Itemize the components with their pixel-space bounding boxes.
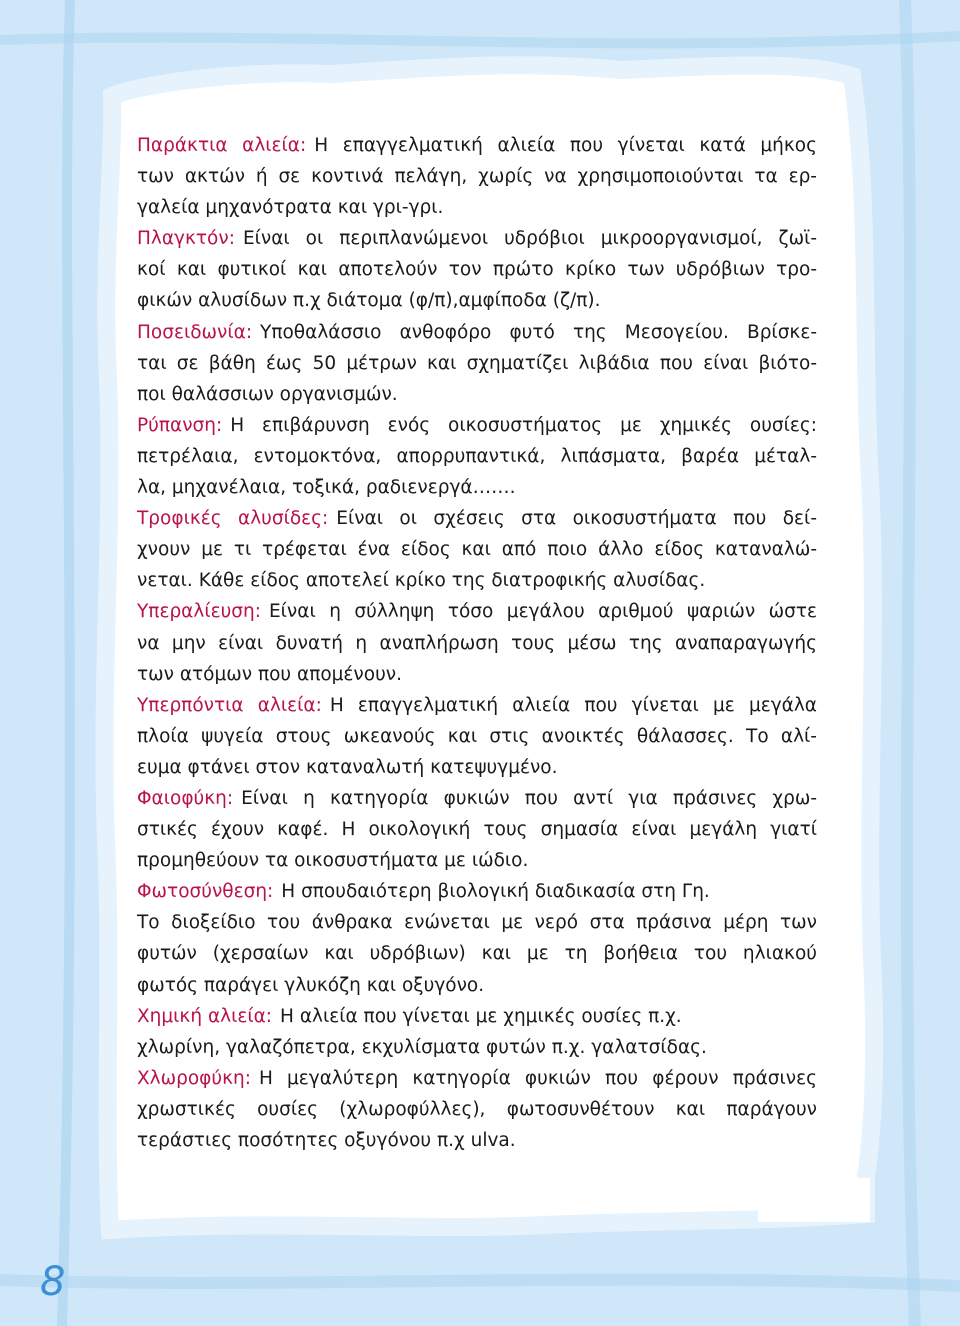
glossary-term: Υπερπόντια αλιεία: [137,694,322,716]
glossary-line [137,690,817,721]
glossary-line [137,1001,817,1032]
glossary-term: Χλωροφύκη: [137,1067,251,1089]
glossary-line: φικών αλυσίδων π.χ διάτομα (φ/π),αμφίποδα (ζ/π). [137,290,601,312]
glossary-text: Η αλιεία που γίνεται με χημικές ουσίες π.χ. [280,1005,682,1027]
frame-streak-bottom [0,1280,960,1286]
glossary-line: στικές έχουν καφέ. Η οικολογική τους σημασία είναι μεγάλη γιατί [137,819,817,841]
glossary-line: των ατόμων που απομένουν. [137,663,403,685]
glossary-term: Παράκτια αλιεία: [137,135,307,156]
glossary-line: χλωρίνη, γαλαζόπετρα, εκχυλίσματα φυτών π.χ. γαλατσίδας. [137,1036,707,1058]
glossary [137,130,817,1156]
glossary-text: Η σπουδαιότερη βιολογική διαδικασία στη Γη. [281,881,710,903]
glossary-line: χνουν με τι τρέφεται ένα είδος και από ποιο άλλο είδος καταναλώ- [137,539,817,561]
glossary-line [137,876,817,907]
glossary-text: Υποθαλάσσιο ανθοφόρο φυτό της Μεσογείου. Βρίσκε- [260,321,817,343]
glossary-term: Πλαγκτόν: [137,228,235,250]
glossary-text: Είναι η σύλληψη τόσο μεγάλου αριθμού ψαριών ώστε [268,601,817,623]
white-notch [758,1178,870,1222]
glossary-line [137,130,817,161]
glossary-line: φυτών (χερσαίων και υδρόβιων) και με τη βοήθεια του ηλιακού [137,943,817,965]
glossary-line: προμηθεύουν τα οικοσυστήματα με ιώδιο. [137,850,529,872]
glossary-line [137,596,817,627]
glossary-text: Η επαγγελματική αλιεία που γίνεται με μεγάλα [329,694,817,716]
glossary-line [137,317,817,348]
glossary-line: γαλεία μηχανότρατα και γρι-γρι. [137,197,444,219]
glossary-line: ται σε βάθη έως 50 μέτρων και σχηματίζει λιβάδια που είναι βιότο- [137,352,817,374]
glossary-line: ευμα φτάνει στον καταναλωτή κατεψυγμένο. [137,756,558,778]
glossary-term: Τροφικές αλυσίδες: [137,508,329,530]
glossary-term: Χημική αλιεία: [137,1005,273,1027]
glossary-line [137,783,817,814]
glossary-text: Η επιβάρυνση ενός οικοσυστήματος με χημικές ουσίες: [230,414,817,436]
glossary-term: Ρύπανση: [137,414,223,436]
glossary-line: φωτός παράγει γλυκόζη και οξυγόνο. [137,974,485,996]
glossary-text: Η επαγγελματική αλιεία που γίνεται κατά μήκος [314,135,817,156]
glossary-line: ποι θαλάσσιων οργανισμών. [137,383,398,405]
glossary-text: Είναι οι περιπλανώμενοι υδρόβιοι μικροοργανισμοί, ζωϊ- [242,228,817,250]
glossary-term: Φαιοφύκη: [137,787,234,809]
glossary-line: να μην είναι δυνατή η αναπλήρωση τους μέσω της αναπαραγωγής [137,632,817,654]
glossary-line: χρωστικές ουσίες (χλωροφύλλες), φωτοσυνθέτουν και παράγουν [137,1098,817,1120]
glossary-text: Είναι η κατηγορία φυκιών που αντί για πράσινες χρω- [241,787,817,809]
glossary-term: Ποσειδωνία: [137,321,253,343]
glossary-term: Φωτοσύνθεση: [137,881,274,903]
glossary-term: Υπεραλίευση: [137,601,261,623]
glossary-line: πετρέλαια, εντομοκτόνα, απορρυπαντικά, λιπάσματα, βαρέα μέταλ- [137,445,817,467]
glossary-line [137,1063,817,1094]
glossary-line [137,223,817,254]
glossary-text: Η μεγαλύτερη κατηγορία φυκιών που φέρουν πράσινες [258,1067,817,1089]
glossary-line: Το διοξείδιο του άνθρακα ενώνεται με νερό στα πράσινα μέρη των [137,912,817,934]
glossary-line: των ακτών ή σε κοντινά πελάγη, χωρίς να χρησιμοποιούνται τα ερ- [137,166,817,188]
glossary-line: πλοία ψυγεία στους ωκεανούς και στις ανοικτές θάλασσες. Το αλί- [137,725,817,747]
glossary-line [137,410,817,441]
glossary-line: τεράστιες ποσότητες οξυγόνου π.χ ulva. [137,1130,516,1151]
glossary-text: Είναι οι σχέσεις στα οικοσυστήματα που δεί- [336,508,817,530]
glossary-line: κοί και φυτικοί και αποτελούν τον πρώτο κρίκο των υδρόβιων τρο- [137,259,817,281]
glossary-line: λα, μηχανέλαια, τοξικά, ραδιενεργά……. [137,477,516,499]
glossary-line [137,503,817,534]
page-number: 8 [40,1259,66,1305]
glossary-line: νεται. Κάθε είδος αποτελεί κρίκο της διατροφικής αλυσίδας. [137,570,706,592]
frame-streak-right [905,0,915,1326]
frame-streak-top [0,36,960,43]
